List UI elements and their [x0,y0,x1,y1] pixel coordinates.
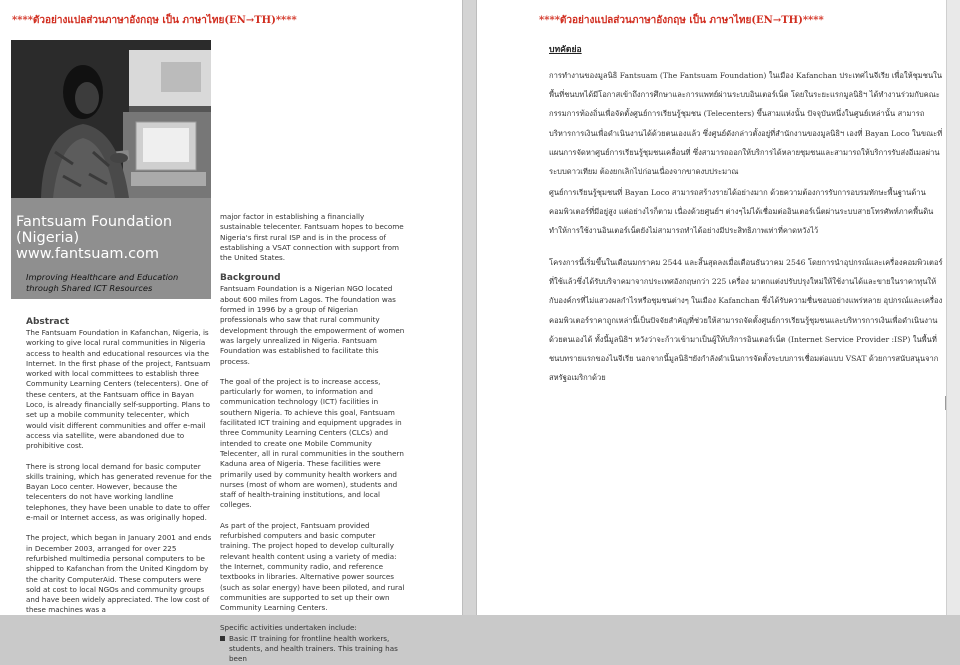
scroll-marker [945,396,946,410]
org-country: (Nigeria) [16,230,80,246]
abstract-paragraph-2: There is strong local demand for basic computer skills training, which has generated revenue for the Bayan Loco center. However, because the telecenters do not have working landline telephones, they have been unable to date to offer e-mail or Internet access, as was originally hoped. [26,461,212,523]
square-bullet-icon [220,636,225,641]
left-page [0,0,462,664]
photo-woman-at-computer-icon [11,40,211,198]
thai-abstract-heading: บทคัดย่อ [549,45,582,55]
org-url: www.fantsuam.com [16,246,160,262]
thai-paragraph-1: การทำงานของมูลนิธิ Fantsuam (The Fantsuam Foundation) ในเมือง Kafanchan ประเทศไนจีเรีย เพื่อให้ชุมชนในพื้นที่ชนบทได้มีโอกาสเข้าถึงการศึกษาและการแพทย์ผ่านระบบอินเตอร์เน็ต โดยในระยะแรกมูลนิธิฯ ได้ทำงานร่วมกับคณะกรรมการท้องถิ่นเพื่อจัดตั้งศูนย์การเรียนรู้ชุมชน (Telecenters) ขึ้นสามแห่งนั้น ปัจจุบันหนึ่งในศูนย์เหล่านั้น สามารถบริหารการเงินเพื่อดำเนินงานได้ด้วยตนเองแล้ว ซึ่งศูนย์ดังกล่าวตั้งอยู่ที่สำนักงานของมูลนิธิฯ เองที่ Bayan Loco ในขณะที่แผนการจัดหาศูนย์การเรียนรู้ชุมชนเคลื่อนที่ ซึ่งสามารถออกให้บริการได้หลายชุมชนและสามารถให้บริการรับส่งอีเมลผ่านระบบดาวเทียม ต้องยกเลิกไปก่อนเนื่องจากขาดงบประมาณ [549,71,943,177]
background-paragraph-3: As part of the project, Fantsuam provided refurbished computers and basic computer training. The project hoped to develop culturally relevant health content using a variety of media: the Internet, community radio, and reference textbooks in libraries. Alternative power sources (such as solar energy) have been piloted, and rural communities are supported to set up their own Community Learning Centers. [220,520,405,613]
background-paragraph-1: Fantsuam Foundation is a Nigerian NGO located about 600 miles from Lagos. The foundation was formed in 1996 by a group of Nigerian professionals who saw that rural community development through the empowerment of women was largely unrealized in Nigeria. Fantsuam Foundation was established to facilitate this process. [220,284,405,366]
activities-intro: Specific activities undertaken include: [220,623,357,633]
list-item [220,634,406,665]
abstract-paragraph-1: The Fantsuam Foundation in Kafanchan, Nigeria, is working to give local rural communities in Nigeria access to health and educational resources via the Internet. In the first phase of the project, Fantsuam worked with local committees to establish three Community Learning Centers (telecenters). One of these centers, at the Fantsuam office in Bayan Loco, is already financially self-supporting. Plans to set up a mobile community telecenter, which would visit different communities and offer e-mail access via satellite, were abandoned due to prohibitive cost. [26,328,211,451]
thai-paragraph-2: ศูนย์การเรียนรู้ชุมชนที่ Bayan Loco สามารถสร้างรายได้อย่างมาก ด้วยความต้องการรับการอบรมทักษะพื้นฐานด้านคอมพิวเตอร์ที่มีอยู่สูง แต่อย่างไรก็ตาม เนื่องด้วยศูนย์ฯ ต่างๆไม่ได้เชื่อมต่ออินเตอร์เน็ตผ่านระบบสายโทรศัพท์ภาคพื้นดิน ทำให้การใช้งานอินเตอร์เน็ตยังไม่สามารถทำได้อย่างมีประสิทธิภาพเท่าที่คาดหวังไว้ [549,188,934,236]
org-name: Fantsuam Foundation [16,214,173,230]
background-heading: Background [220,273,281,284]
background-paragraph-2: The goal of the project is to increase access, particularly for women, to information and communication technology (ICT) facilities in southern Nigeria. To achieve this goal, Fantsuam facilitated ICT training and equipment upgrades in three Community Learning Centers (CLCs) and intended to create one Mobile Community Telecenter, all in rural communities in the southern Kaduna area of Nigeria. These facilities were primarily used by community health workers and nurses (most of whom are women), students and staff of health-training institutions, and local colleges. [220,376,404,510]
window-edge [946,0,960,615]
thai-paragraph-3: โครงการนี้เริ่มขึ้นในเดือนมกราคม 2544 และสิ้นสุดลงเมื่อเดือนธันวาคม 2546 โดยการนำอุปกรณ์และเครื่องคอมพิวเตอร์ที่ใช้แล้วซึ่งได้รับบริจาคมาจากประเทศอังกฤษกว่า 225 เครื่อง มาตกแต่งปรับปรุงใหม่ให้ใช้งานได้และขายในราคาทุนให้กับองค์กรที่ไม่แสวงผลกำไรหรือชุมชนต่างๆ ในเมือง Kafanchan ซึ่งได้รับความชื่นชอบอย่างแพร่หลาย อุปกรณ์และเครื่องคอมพิวเตอร์ราคาถูกเหล่านี้เป็นปัจจัยสำคัญที่ช่วยให้สามารถจัดตั้งศูนย์การเรียนรู้ชุมชนและบริหารการเงินเพื่อดำเนินงานด้วยตนเองได้ ทั้งนี้มูลนิธิฯ หวังว่าจะก้าวเข้ามาเป็นผู้ให้บริการอินเตอร์เน็ต (Internet Service Provider :ISP) ในพื้นที่ชนบทรายแรกของไนจีเรีย นอกจากนี้มูลนิธิฯยังกำลังดำเนินการจัดตั้งระบบการเชื่อมต่อแบบ VSAT ด้วยการสนับสนุนจากสหรัฐอเมริกาด้วย [549,258,943,383]
right-page-header: ****ตัวอย่างแปลส่วนภาษาอังกฤษ เป็น ภาษาไทย(EN→TH)**** [539,15,824,26]
abstract-heading: Abstract [26,317,70,327]
subtitle: Improving Healthcare and Education through Shared ICT Resources [26,272,179,293]
left-page-header: ****ตัวอย่างแปลส่วนภาษาอังกฤษ เป็น ภาษาไทย(EN→TH)**** [12,15,297,26]
abstract-paragraph-3: The project, which began in January 2001 and ends in December 2003, arranged for over 225 refurbished multimedia personal computers to be shipped to Kafanchan from the United Kingdom by the charity ComputerAid. These computers were sold at cost to local NGOs and community groups and have been widely appreciated. The low cost of these machines was a [26,533,212,615]
bullet-text: Basic IT training for frontline health workers, students, and health trainers. This training has been [229,633,398,664]
continued-paragraph: major factor in establishing a financially sustainable telecenter. Fantsuam hopes to become Nigeria's first rural ISP and is in the process of establishing a VSAT connection with support from the United States. [220,212,404,263]
english-column-1 [26,317,212,616]
right-page [477,0,946,615]
english-column-2 [220,212,406,665]
page-divider [462,0,477,615]
